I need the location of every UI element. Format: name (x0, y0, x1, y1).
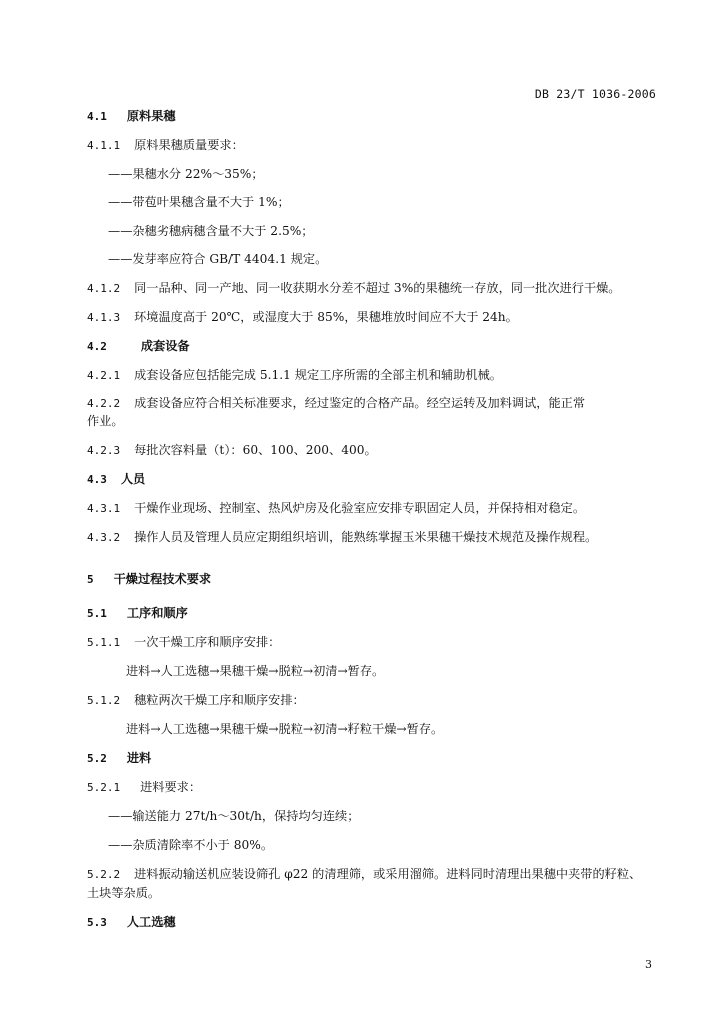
dash-item: ——果穗水分 22%～35%； (108, 167, 264, 181)
dash-item: ——带苞叶果穗含量不大于 1%； (108, 195, 290, 209)
clause-number: 4.2.1 (87, 369, 121, 382)
chapter-heading (87, 570, 658, 589)
clause-number: 4.3.2 (87, 531, 121, 544)
clause-number: 5.2.2 (87, 868, 121, 881)
chapter-title: 干燥过程技术要求 (113, 572, 212, 586)
section-heading (87, 470, 658, 489)
section-number: 4.3 (87, 473, 107, 486)
clause (87, 136, 658, 155)
clause-number: 4.2.2 (87, 397, 121, 410)
section-heading (87, 604, 658, 623)
clause-text: 成套设备应包括能完成 5.1.1 规定工序所需的全部主机和辅助机械。 (134, 368, 502, 382)
section-title: 工序和顺序 (126, 606, 188, 620)
clause-number: 5.1.2 (87, 694, 121, 707)
clause-text: 进料要求： (140, 780, 202, 794)
dash-item: ——输送能力 27t/h～30t/h，保持均匀连续； (108, 809, 360, 823)
clause-text: 穗粒两次干燥工序和顺序安排： (134, 693, 305, 707)
clause-continuation: 土块等杂质。 (87, 886, 161, 900)
section-title: 人员 (120, 472, 146, 486)
section-heading (87, 749, 658, 768)
section-title: 进料 (126, 751, 152, 765)
clause (87, 778, 658, 797)
section-heading (87, 107, 658, 126)
clause (87, 308, 658, 327)
clause-continuation: 作业。 (87, 414, 124, 428)
section-title: 人工选穗 (126, 915, 176, 929)
clause-number: 5.2.1 (87, 781, 121, 794)
clause-text: 同一品种、同一产地、同一收获期水分差不超过 3%的果穗统一存放，同一批次进行干燥。 (134, 281, 621, 295)
dash-item: ——杂穗劣穗病穗含量不大于 2.5%； (108, 224, 314, 238)
process-flow: 进料→人工选穗→果穗干燥→脱粒→初清→暂存。 (126, 664, 385, 678)
clause-text: 干燥作业现场、控制室、热风炉房及化验室应安排专职固定人员，并保持相对稳定。 (134, 501, 586, 515)
clause-text: 原料果穗质量要求： (134, 138, 244, 152)
section-heading (87, 337, 658, 356)
section-number: 4.2 (87, 340, 107, 353)
clause (87, 366, 658, 385)
clause (87, 441, 658, 460)
dash-item: ——发芽率应符合 GB/T 4404.1 规定。 (108, 252, 328, 266)
clause-text: 每批次容料量（t）：60、100、200、400。 (134, 443, 377, 457)
section-title: 成套设备 (140, 339, 190, 353)
clause-text: 一次干燥工序和顺序安排： (134, 635, 281, 649)
clause-number: 4.1.1 (87, 139, 121, 152)
clause (87, 691, 658, 710)
clause-text: 环境温度高于 20℃，或湿度大于 85%，果穗堆放时间应不大于 24h。 (134, 310, 518, 324)
section-number: 5.3 (87, 916, 107, 929)
clause-text: 操作人员及管理人员应定期组织培训，能熟练掌握玉米果穗干燥技术规范及操作规程。 (134, 530, 598, 544)
process-flow: 进料→人工选穗→果穗干燥→脱粒→初清→籽粒干燥→暂存。 (126, 722, 444, 736)
clause-number: 4.1.3 (87, 311, 121, 324)
clause-number: 4.3.1 (87, 502, 121, 515)
clause-number: 4.1.2 (87, 282, 121, 295)
clause (87, 865, 658, 884)
section-heading (87, 913, 658, 932)
clause (87, 279, 658, 298)
clause-number: 4.2.3 (87, 444, 121, 457)
clause-text: 进料振动输送机应装设筛孔 φ22 的清理筛，或采用溜筛。进料同时清理出果穗中夹带的籽粒、 (134, 867, 642, 881)
clause (87, 633, 658, 652)
clause (87, 528, 658, 547)
clause (87, 394, 658, 413)
section-title: 原料果穗 (126, 109, 176, 123)
clause-text: 成套设备应符合相关标准要求，经过鉴定的合格产品。经空运转及加料调试，能正常 (134, 396, 586, 410)
section-number: 4.1 (87, 110, 107, 123)
section-number: 5.1 (87, 607, 107, 620)
clause-number: 5.1.1 (87, 636, 121, 649)
section-number: 5.2 (87, 752, 107, 765)
dash-item: ——杂质清除率不小于 80%。 (108, 838, 274, 852)
chapter-number: 5 (87, 573, 94, 586)
clause (87, 499, 658, 518)
page-number: 3 (645, 958, 652, 971)
standard-code: DB 23/T 1036-2006 (534, 87, 656, 101)
